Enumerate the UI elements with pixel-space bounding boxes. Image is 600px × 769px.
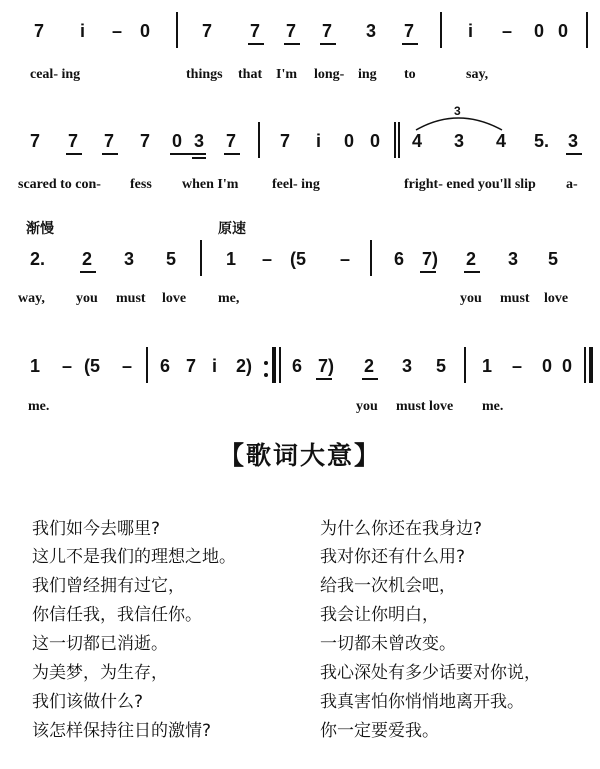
- note: 7: [104, 131, 115, 151]
- lyric: fess: [130, 177, 152, 192]
- barline: [394, 122, 396, 158]
- translation-line: 我对你还有什么用?: [320, 547, 466, 567]
- note: 2.: [30, 249, 46, 269]
- note: 5: [548, 249, 559, 269]
- underline: [402, 43, 418, 45]
- lyric: way,: [18, 291, 45, 306]
- final-barline: [584, 347, 586, 383]
- note: 2: [466, 249, 477, 269]
- note: –: [262, 249, 273, 269]
- barline: [176, 12, 178, 48]
- triplet-slur: [406, 100, 516, 134]
- translation-line: 这儿不是我们的理想之地。: [32, 547, 236, 567]
- note: 6: [160, 356, 171, 376]
- note: 7: [140, 131, 151, 151]
- translation-line: 给我一次机会吧，: [320, 576, 456, 596]
- tempo-marking-a-tempo: 原速: [218, 221, 246, 237]
- lyric: ceal- ing: [30, 67, 81, 82]
- barline: [398, 122, 400, 158]
- underline: [566, 153, 582, 155]
- note: 7: [250, 21, 261, 41]
- note: 2: [364, 356, 375, 376]
- note: 0: [542, 356, 553, 376]
- note: –: [122, 356, 133, 376]
- note: 3: [454, 131, 465, 151]
- underline: [420, 271, 436, 273]
- note: 3: [568, 131, 579, 151]
- note: 3: [194, 131, 205, 151]
- lyric: ing: [358, 67, 377, 82]
- note: 7: [226, 131, 237, 151]
- underline: [316, 378, 332, 380]
- tempo-marking-ritardando: 渐慢: [26, 221, 54, 237]
- note: 7: [68, 131, 79, 151]
- lyric: me,: [218, 291, 240, 306]
- repeat-barline: [272, 347, 276, 383]
- translation-line: 为什么你还在我身边?: [320, 519, 483, 539]
- lyric: a-: [566, 177, 578, 192]
- note: –: [512, 356, 523, 376]
- translation-line: 这一切都已消逝。: [32, 634, 168, 654]
- note: 7: [286, 21, 297, 41]
- translation-line: 我会让你明白，: [320, 605, 439, 625]
- barline: [370, 240, 372, 276]
- note: 7): [422, 249, 439, 269]
- note: 7: [322, 21, 333, 41]
- lyric: you: [460, 291, 482, 306]
- note: 2: [82, 249, 93, 269]
- barline: [464, 347, 466, 383]
- note: 3: [508, 249, 519, 269]
- note: 7: [186, 356, 197, 376]
- note: 0: [172, 131, 183, 151]
- note: 7: [34, 21, 45, 41]
- final-barline: [589, 347, 593, 383]
- note: 3: [402, 356, 413, 376]
- lyric: feel- ing: [272, 177, 320, 192]
- note: 2): [236, 356, 253, 376]
- note: (5: [290, 249, 307, 269]
- lyric: me.: [28, 399, 50, 414]
- lyric: must love: [396, 399, 454, 414]
- barline: [200, 240, 202, 276]
- note: 7: [280, 131, 291, 151]
- note: i: [212, 356, 218, 376]
- note: –: [112, 21, 123, 41]
- note: 0: [558, 21, 569, 41]
- section-title: 【歌词大意】: [218, 441, 381, 470]
- translation-line: 我们该做什么?: [32, 692, 144, 712]
- translation-line: 该怎样保持往日的激情?: [32, 721, 212, 741]
- translation-line: 我们曾经拥有过它，: [32, 576, 185, 596]
- lyric: to: [404, 67, 416, 82]
- lyric: long-: [314, 67, 345, 82]
- underline: [102, 153, 118, 155]
- note: 3: [124, 249, 135, 269]
- underline: [464, 271, 480, 273]
- triplet-number: 3: [454, 104, 461, 118]
- barline: [258, 122, 260, 158]
- translation-line: 我们如今去哪里?: [32, 519, 161, 539]
- note: 4: [496, 131, 507, 151]
- lyric: must: [500, 291, 530, 306]
- underline: [248, 43, 264, 45]
- translation-line: 你信任我，我信任你。: [32, 605, 202, 625]
- note: 0: [370, 131, 381, 151]
- lyric: must: [116, 291, 146, 306]
- lyric: love: [544, 291, 569, 306]
- barline: [146, 347, 148, 383]
- lyric: when I'm: [182, 177, 239, 192]
- translation-line: 一切都未曾改变。: [320, 634, 456, 654]
- lyric: you: [76, 291, 98, 306]
- note: 5.: [534, 131, 550, 151]
- underline: [224, 153, 240, 155]
- note: 0: [140, 21, 151, 41]
- note: 4: [412, 131, 423, 151]
- lyric: I'm: [276, 67, 297, 82]
- lyric: that: [238, 67, 263, 82]
- underline: [284, 43, 300, 45]
- underline: [170, 153, 206, 155]
- repeat-dot: [264, 373, 268, 377]
- lyric: things: [186, 67, 223, 82]
- note: –: [62, 356, 73, 376]
- note: 6: [394, 249, 405, 269]
- underline: [362, 378, 378, 380]
- note: 0: [562, 356, 573, 376]
- lyric: fright- ened you'll slip: [404, 177, 536, 192]
- barline: [440, 12, 442, 48]
- underline: [66, 153, 82, 155]
- note: 1: [30, 356, 41, 376]
- note: 3: [366, 21, 377, 41]
- note: 7): [318, 356, 335, 376]
- underline: [320, 43, 336, 45]
- note: 1: [226, 249, 237, 269]
- translation-line: 我心深处有多少话要对你说，: [320, 663, 541, 683]
- translation-line: 你一定要爱我。: [320, 721, 439, 741]
- note: 0: [534, 21, 545, 41]
- note: 5: [436, 356, 447, 376]
- note: i: [80, 21, 86, 41]
- note: 5: [166, 249, 177, 269]
- note: –: [502, 21, 513, 41]
- note: 1: [482, 356, 493, 376]
- note: 7: [404, 21, 415, 41]
- note: 7: [202, 21, 213, 41]
- lyric: scared to con-: [18, 177, 101, 192]
- note: –: [340, 249, 351, 269]
- note: i: [468, 21, 474, 41]
- underline: [192, 157, 206, 159]
- barline: [586, 12, 588, 48]
- translation-line: 为美梦，为生存，: [32, 663, 168, 683]
- note: (5: [84, 356, 101, 376]
- lyric: me.: [482, 399, 504, 414]
- repeat-dot: [264, 361, 268, 365]
- repeat-barline: [279, 347, 281, 383]
- note: 7: [30, 131, 41, 151]
- translation-line: 我真害怕你悄悄地离开我。: [320, 692, 524, 712]
- lyric: say,: [466, 67, 489, 82]
- underline: [80, 271, 96, 273]
- lyric: love: [162, 291, 187, 306]
- note: 6: [292, 356, 303, 376]
- lyric: you: [356, 399, 378, 414]
- note: 0: [344, 131, 355, 151]
- note: i: [316, 131, 322, 151]
